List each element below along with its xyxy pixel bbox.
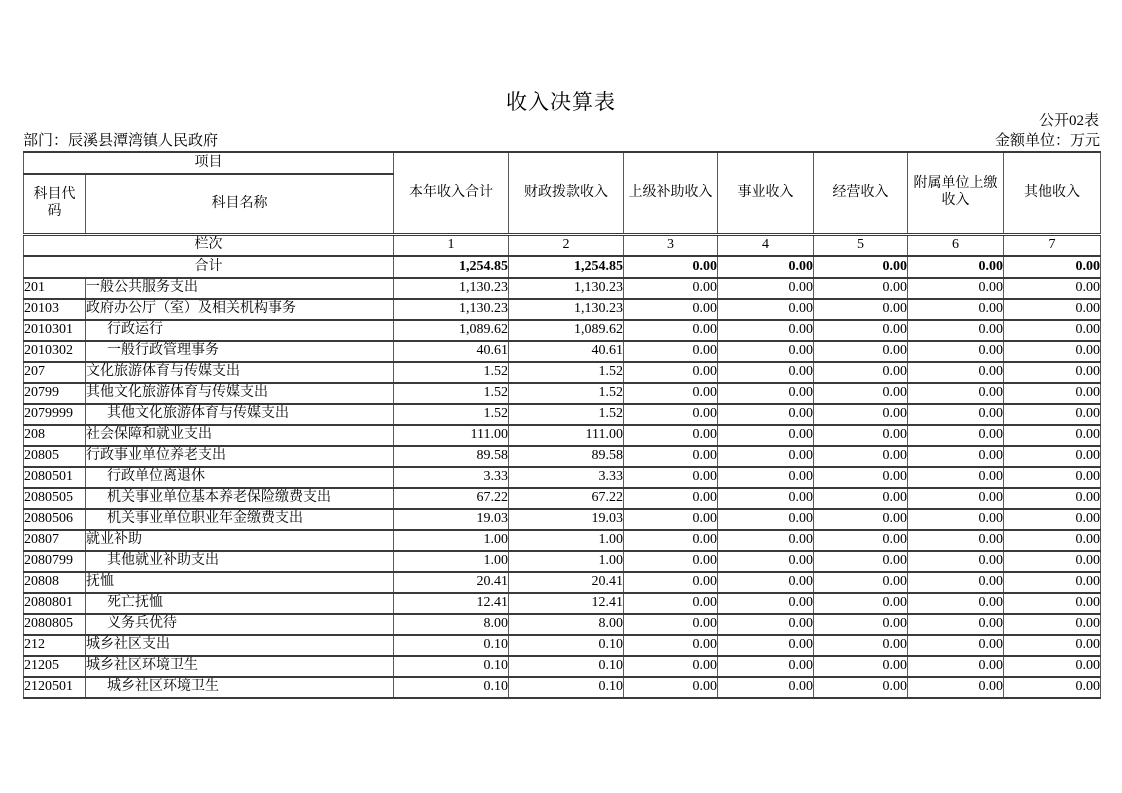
amount-cell: 0.00: [624, 614, 718, 635]
amount-cell: 0.00: [814, 404, 908, 425]
column-header-fiscal-appropriation: 财政拨款收入: [509, 152, 624, 235]
column-index-cell: 2: [509, 235, 624, 257]
project-header: 项目: [24, 152, 394, 174]
amount-cell: 1.00: [509, 551, 624, 572]
subject-code-cell: 2079999: [24, 404, 86, 425]
subject-name-cell: 文化旅游体育与传媒支出: [86, 362, 394, 383]
amount-cell: 89.58: [394, 446, 509, 467]
subject-name-cell: 机关事业单位职业年金缴费支出: [86, 509, 394, 530]
amount-cell: 0.00: [718, 593, 814, 614]
amount-cell: 3.33: [509, 467, 624, 488]
amount-cell: 0.00: [908, 320, 1004, 341]
amount-cell: 0.00: [624, 425, 718, 446]
subject-code-cell: 2080501: [24, 467, 86, 488]
table-row: [24, 446, 1101, 467]
total-value: 0.00: [908, 256, 1004, 278]
amount-cell: 0.00: [624, 635, 718, 656]
amount-cell: 19.03: [509, 509, 624, 530]
table-row: [24, 656, 1101, 677]
amount-cell: 0.00: [814, 362, 908, 383]
meta-row: [23, 129, 1100, 150]
total-value: 1,254.85: [509, 256, 624, 278]
amount-cell: 0.00: [908, 299, 1004, 320]
amount-cell: 1.52: [394, 362, 509, 383]
subject-code-cell: 20808: [24, 572, 86, 593]
amount-cell: 0.00: [1004, 383, 1101, 404]
amount-cell: 0.00: [624, 467, 718, 488]
table-row: [24, 362, 1101, 383]
subject-name-cell: 城乡社区环境卫生: [86, 656, 394, 677]
amount-cell: 0.10: [509, 656, 624, 677]
amount-cell: 0.00: [1004, 425, 1101, 446]
amount-cell: 0.00: [718, 467, 814, 488]
subject-name-cell: 机关事业单位基本养老保险缴费支出: [86, 488, 394, 509]
amount-cell: 67.22: [509, 488, 624, 509]
subject-code-cell: 2080799: [24, 551, 86, 572]
amount-cell: 0.00: [908, 614, 1004, 635]
amount-cell: 0.00: [814, 635, 908, 656]
subject-code-cell: 208: [24, 425, 86, 446]
subject-name-cell: 行政事业单位养老支出: [86, 446, 394, 467]
amount-cell: 0.00: [624, 383, 718, 404]
table-row: [24, 614, 1101, 635]
amount-cell: 0.00: [718, 425, 814, 446]
subject-code-header: 科目代码: [24, 174, 86, 235]
subject-code-cell: 2080506: [24, 509, 86, 530]
department-label: 部门：: [23, 133, 69, 149]
subject-code-cell: 2010302: [24, 341, 86, 362]
column-header-affiliate-remittance: 附属单位上缴收入: [908, 152, 1004, 235]
amount-cell: 0.00: [718, 677, 814, 698]
subject-code-cell: 20805: [24, 446, 86, 467]
subject-code-cell: 201: [24, 278, 86, 299]
total-value: 0.00: [718, 256, 814, 278]
subject-name-cell: 其他就业补助支出: [86, 551, 394, 572]
column-header-other-income: 其他收入: [1004, 152, 1101, 235]
subject-code-cell: 2080505: [24, 488, 86, 509]
amount-cell: 0.00: [718, 551, 814, 572]
table-row: [24, 341, 1101, 362]
amount-cell: 0.00: [908, 635, 1004, 656]
amount-cell: 0.00: [624, 593, 718, 614]
department-line: [23, 129, 218, 150]
department-name: 辰溪县潭湾镇人民政府: [68, 133, 219, 149]
amount-cell: 1.52: [394, 383, 509, 404]
amount-cell: 1,130.23: [509, 278, 624, 299]
amount-cell: 0.00: [908, 656, 1004, 677]
amount-cell: 0.00: [718, 404, 814, 425]
amount-cell: 0.00: [908, 278, 1004, 299]
unit-label: 金额单位：万元: [994, 133, 1100, 149]
amount-cell: 0.00: [624, 341, 718, 362]
amount-cell: 0.00: [624, 677, 718, 698]
amount-cell: 0.00: [718, 530, 814, 551]
subject-name-cell: 抚恤: [86, 572, 394, 593]
amount-cell: 0.00: [624, 362, 718, 383]
table-row: [24, 299, 1101, 320]
amount-cell: 19.03: [394, 509, 509, 530]
subject-name-cell: 义务兵优待: [86, 614, 394, 635]
revenue-table: [23, 151, 1101, 699]
table-row: [24, 425, 1101, 446]
amount-cell: 1.52: [509, 362, 624, 383]
subject-name-cell: 社会保障和就业支出: [86, 425, 394, 446]
subject-name-cell: 行政单位离退休: [86, 467, 394, 488]
amount-cell: 0.00: [814, 341, 908, 362]
amount-cell: 0.00: [1004, 341, 1101, 362]
amount-cell: 0.10: [394, 677, 509, 698]
amount-cell: 1.00: [509, 530, 624, 551]
amount-cell: 0.00: [908, 488, 1004, 509]
column-index-cell: 6: [908, 235, 1004, 257]
table-code-label: 公开02表: [1038, 113, 1099, 129]
amount-cell: 0.00: [1004, 593, 1101, 614]
amount-cell: 3.33: [394, 467, 509, 488]
amount-cell: 0.00: [814, 593, 908, 614]
amount-cell: 0.00: [1004, 530, 1101, 551]
amount-cell: 0.00: [908, 425, 1004, 446]
amount-cell: 40.61: [509, 341, 624, 362]
column-header-superior-subsidy: 上级补助收入: [624, 152, 718, 235]
amount-cell: 1.00: [394, 551, 509, 572]
amount-cell: 0.00: [814, 614, 908, 635]
subject-code-cell: 2010301: [24, 320, 86, 341]
amount-cell: 8.00: [509, 614, 624, 635]
amount-cell: 0.10: [509, 635, 624, 656]
amount-cell: 0.00: [814, 320, 908, 341]
subject-name-cell: 死亡抚恤: [86, 593, 394, 614]
amount-cell: 111.00: [509, 425, 624, 446]
amount-cell: 0.00: [1004, 677, 1101, 698]
amount-cell: 0.00: [814, 425, 908, 446]
amount-cell: 1,089.62: [394, 320, 509, 341]
total-value: 0.00: [1004, 256, 1101, 278]
amount-cell: 0.00: [814, 299, 908, 320]
column-header-total-revenue: 本年收入合计: [394, 152, 509, 235]
total-label: 合计: [24, 256, 394, 278]
subject-code-cell: 20807: [24, 530, 86, 551]
table-row: [24, 530, 1101, 551]
subject-code-cell: 212: [24, 635, 86, 656]
column-index-cell: 1: [394, 235, 509, 257]
amount-cell: 0.00: [624, 656, 718, 677]
amount-cell: 0.00: [624, 320, 718, 341]
amount-cell: 0.00: [1004, 278, 1101, 299]
amount-cell: 1.52: [509, 404, 624, 425]
amount-cell: 0.00: [814, 467, 908, 488]
table-row: [24, 551, 1101, 572]
total-value: 1,254.85: [394, 256, 509, 278]
amount-cell: 0.00: [814, 383, 908, 404]
amount-cell: 0.00: [624, 404, 718, 425]
amount-cell: 0.00: [1004, 299, 1101, 320]
amount-cell: 0.00: [814, 572, 908, 593]
amount-cell: 0.00: [908, 446, 1004, 467]
amount-cell: 1.00: [394, 530, 509, 551]
page-title: 收入决算表: [506, 90, 616, 114]
table-row: [24, 677, 1101, 698]
amount-cell: 0.00: [718, 656, 814, 677]
amount-cell: 0.00: [1004, 320, 1101, 341]
subject-name-cell: 其他文化旅游体育与传媒支出: [86, 404, 394, 425]
subject-code-cell: 207: [24, 362, 86, 383]
amount-cell: 0.00: [814, 656, 908, 677]
subject-code-cell: 20103: [24, 299, 86, 320]
subject-code-cell: 2080805: [24, 614, 86, 635]
amount-cell: 0.00: [908, 551, 1004, 572]
amount-cell: 8.00: [394, 614, 509, 635]
table-row: [24, 383, 1101, 404]
table-row: [24, 572, 1101, 593]
amount-cell: 0.00: [908, 509, 1004, 530]
amount-cell: 89.58: [509, 446, 624, 467]
column-index-cell: 3: [624, 235, 718, 257]
amount-cell: 0.00: [624, 299, 718, 320]
table-row: [24, 593, 1101, 614]
amount-cell: 0.00: [624, 488, 718, 509]
column-header-operating-income: 经营收入: [814, 152, 908, 235]
amount-cell: 0.00: [624, 509, 718, 530]
amount-cell: 0.00: [718, 635, 814, 656]
amount-cell: 1,130.23: [509, 299, 624, 320]
amount-cell: 0.00: [814, 446, 908, 467]
subject-name-cell: 就业补助: [86, 530, 394, 551]
amount-cell: 0.00: [814, 551, 908, 572]
subject-name-cell: 城乡社区支出: [86, 635, 394, 656]
amount-cell: 0.00: [908, 572, 1004, 593]
amount-cell: 0.00: [1004, 635, 1101, 656]
table-row: [24, 635, 1101, 656]
amount-cell: 67.22: [394, 488, 509, 509]
amount-cell: 1.52: [394, 404, 509, 425]
amount-cell: 1,130.23: [394, 278, 509, 299]
subject-name-header: 科目名称: [86, 174, 394, 235]
subject-code-cell: 20799: [24, 383, 86, 404]
amount-cell: 0.00: [1004, 509, 1101, 530]
amount-cell: 0.00: [1004, 362, 1101, 383]
amount-cell: 0.00: [718, 362, 814, 383]
subject-name-cell: 一般行政管理事务: [86, 341, 394, 362]
amount-cell: 0.00: [624, 278, 718, 299]
amount-cell: 0.00: [908, 383, 1004, 404]
subject-code-cell: 2120501: [24, 677, 86, 698]
amount-cell: 20.41: [394, 572, 509, 593]
total-row: [24, 256, 1101, 278]
amount-cell: 20.41: [509, 572, 624, 593]
amount-cell: 0.10: [394, 635, 509, 656]
amount-cell: 0.00: [718, 383, 814, 404]
amount-cell: 0.00: [814, 278, 908, 299]
column-index-cell: 7: [1004, 235, 1101, 257]
amount-cell: 0.00: [814, 530, 908, 551]
amount-cell: 0.00: [908, 404, 1004, 425]
amount-cell: 0.00: [908, 530, 1004, 551]
total-value: 0.00: [624, 256, 718, 278]
amount-cell: 0.00: [718, 572, 814, 593]
column-index-label: 栏次: [24, 235, 394, 257]
amount-cell: 0.00: [908, 677, 1004, 698]
amount-cell: 0.00: [718, 320, 814, 341]
amount-cell: 0.00: [814, 509, 908, 530]
amount-cell: 0.00: [624, 530, 718, 551]
table-row: [24, 404, 1101, 425]
amount-cell: 0.00: [624, 572, 718, 593]
column-index-cell: 4: [718, 235, 814, 257]
subject-name-cell: 城乡社区环境卫生: [86, 677, 394, 698]
amount-cell: 0.00: [624, 551, 718, 572]
amount-cell: 111.00: [394, 425, 509, 446]
column-header-business-income: 事业收入: [718, 152, 814, 235]
amount-cell: 0.00: [1004, 404, 1101, 425]
amount-cell: 0.00: [1004, 467, 1101, 488]
amount-cell: 0.00: [1004, 656, 1101, 677]
table-row: [24, 488, 1101, 509]
amount-cell: 0.10: [394, 656, 509, 677]
amount-cell: 12.41: [509, 593, 624, 614]
amount-cell: 40.61: [394, 341, 509, 362]
amount-cell: 0.00: [908, 593, 1004, 614]
subject-name-cell: 其他文化旅游体育与传媒支出: [86, 383, 394, 404]
amount-cell: 0.00: [908, 467, 1004, 488]
amount-cell: 0.00: [1004, 572, 1101, 593]
amount-cell: 1.52: [509, 383, 624, 404]
amount-cell: 0.00: [624, 446, 718, 467]
amount-cell: 0.00: [718, 614, 814, 635]
amount-cell: 0.00: [718, 299, 814, 320]
subject-code-cell: 21205: [24, 656, 86, 677]
table-row: [24, 320, 1101, 341]
table-row: [24, 278, 1101, 299]
amount-cell: 0.00: [1004, 551, 1101, 572]
amount-cell: 0.00: [718, 446, 814, 467]
amount-cell: 0.00: [718, 341, 814, 362]
amount-cell: 12.41: [394, 593, 509, 614]
amount-cell: 0.00: [814, 677, 908, 698]
column-index-row: [24, 235, 1101, 257]
table-row: [24, 509, 1101, 530]
amount-cell: 1,089.62: [509, 320, 624, 341]
amount-cell: 0.00: [718, 278, 814, 299]
amount-cell: 0.00: [1004, 446, 1101, 467]
amount-cell: 0.10: [509, 677, 624, 698]
table-row: [24, 467, 1101, 488]
amount-cell: 0.00: [1004, 488, 1101, 509]
amount-cell: 0.00: [908, 341, 1004, 362]
subject-code-cell: 2080801: [24, 593, 86, 614]
amount-cell: 0.00: [1004, 614, 1101, 635]
amount-cell: 0.00: [718, 509, 814, 530]
subject-name-cell: 行政运行: [86, 320, 394, 341]
amount-cell: 0.00: [718, 488, 814, 509]
subject-name-cell: 一般公共服务支出: [86, 278, 394, 299]
amount-cell: 1,130.23: [394, 299, 509, 320]
subject-name-cell: 政府办公厅（室）及相关机构事务: [86, 299, 394, 320]
amount-cell: 0.00: [908, 362, 1004, 383]
column-index-cell: 5: [814, 235, 908, 257]
header-row-project: [24, 152, 1101, 174]
total-value: 0.00: [814, 256, 908, 278]
amount-cell: 0.00: [814, 488, 908, 509]
